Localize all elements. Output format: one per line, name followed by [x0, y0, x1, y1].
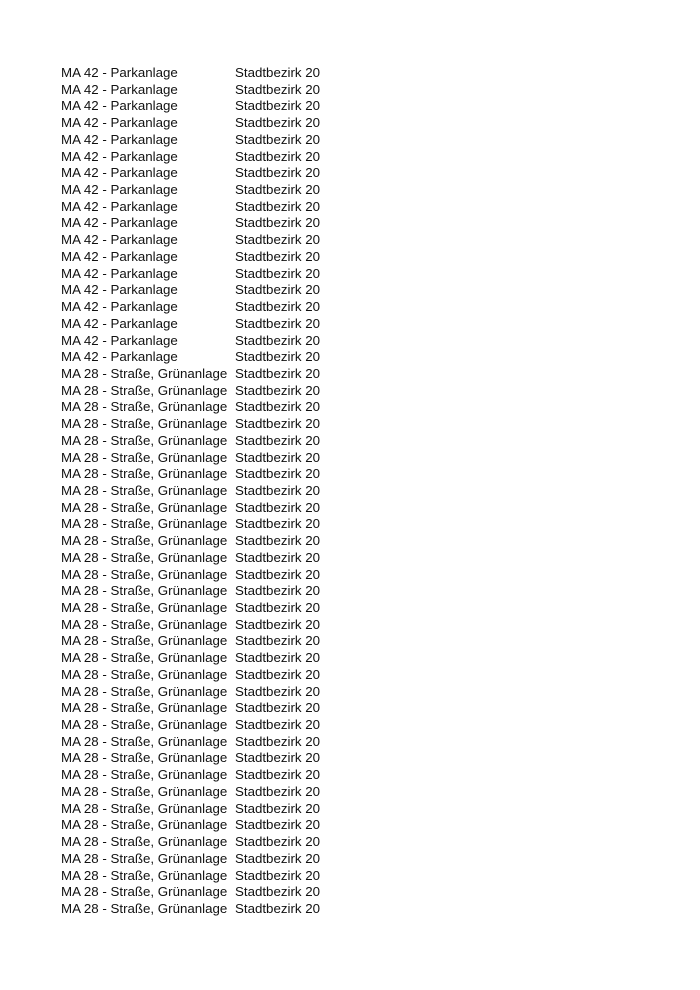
owner-cell: MA 42 - Parkanlage: [61, 232, 178, 248]
owner-cell: MA 42 - Parkanlage: [61, 265, 178, 281]
owner-cell: MA 28 - Straße, Grünanlage: [61, 449, 228, 465]
table-row: [61, 667, 320, 684]
district-cell: Stadtbezirk 20: [235, 98, 321, 114]
owner-cell: MA 42 - Parkanlage: [61, 282, 178, 298]
table-row: [61, 516, 320, 533]
owner-cell: MA 42 - Parkanlage: [61, 182, 178, 198]
owner-cell: MA 28 - Straße, Grünanlage: [61, 867, 228, 883]
owner-cell: MA 28 - Straße, Grünanlage: [61, 700, 228, 716]
district-cell: Stadtbezirk 20: [235, 900, 321, 916]
district-cell: Stadtbezirk 20: [235, 81, 321, 97]
owner-cell: MA 28 - Straße, Grünanlage: [61, 783, 228, 799]
district-cell: Stadtbezirk 20: [235, 65, 321, 80]
district-cell: Stadtbezirk 20: [235, 432, 321, 448]
owner-cell: MA 28 - Straße, Grünanlage: [61, 850, 228, 866]
table-row: [61, 450, 320, 467]
owner-cell: MA 28 - Straße, Grünanlage: [61, 750, 228, 766]
owner-cell: MA 28 - Straße, Grünanlage: [61, 382, 228, 398]
table-row: [61, 383, 320, 400]
owner-cell: MA 28 - Straße, Grünanlage: [61, 600, 228, 615]
district-cell: Stadtbezirk 20: [235, 399, 321, 415]
table-row: [61, 132, 320, 149]
data-table: [61, 65, 320, 918]
owner-cell: MA 42 - Parkanlage: [61, 165, 178, 181]
owner-cell: MA 42 - Parkanlage: [61, 81, 178, 97]
table-row: [61, 901, 320, 918]
table-row: [61, 199, 320, 216]
district-cell: Stadtbezirk 20: [235, 834, 321, 850]
table-row: [61, 884, 320, 901]
table-row: [61, 232, 320, 249]
owner-cell: MA 42 - Parkanlage: [61, 299, 178, 315]
table-row: [61, 633, 320, 650]
table-row: [61, 583, 320, 600]
district-cell: Stadtbezirk 20: [235, 182, 321, 198]
district-cell: Stadtbezirk 20: [235, 767, 321, 783]
table-row: [61, 684, 320, 701]
table-row: [61, 700, 320, 717]
owner-cell: MA 42 - Parkanlage: [61, 131, 178, 147]
table-row: [61, 316, 320, 333]
table-row: [61, 416, 320, 433]
district-cell: Stadtbezirk 20: [235, 750, 321, 766]
table-row: [61, 433, 320, 450]
owner-cell: MA 42 - Parkanlage: [61, 248, 178, 264]
table-row: [61, 299, 320, 316]
district-cell: Stadtbezirk 20: [235, 884, 321, 900]
owner-cell: MA 28 - Straße, Grünanlage: [61, 549, 228, 565]
table-row: [61, 466, 320, 483]
table-row: [61, 868, 320, 885]
owner-cell: MA 42 - Parkanlage: [61, 215, 178, 231]
owner-cell: MA 28 - Straße, Grünanlage: [61, 365, 228, 381]
district-cell: Stadtbezirk 20: [235, 248, 321, 264]
district-cell: Stadtbezirk 20: [235, 700, 321, 716]
owner-cell: MA 28 - Straße, Grünanlage: [61, 683, 228, 699]
district-cell: Stadtbezirk 20: [235, 332, 321, 348]
table-row: [61, 115, 320, 132]
district-cell: Stadtbezirk 20: [235, 800, 321, 816]
table-row: [61, 650, 320, 667]
owner-cell: MA 28 - Straße, Grünanlage: [61, 416, 228, 432]
table-row: [61, 215, 320, 232]
district-cell: Stadtbezirk 20: [235, 349, 321, 365]
table-row: [61, 249, 320, 266]
table-row: [61, 767, 320, 784]
owner-cell: MA 42 - Parkanlage: [61, 349, 178, 365]
table-row: [61, 533, 320, 550]
district-cell: Stadtbezirk 20: [235, 566, 321, 582]
table-body: [61, 65, 320, 918]
owner-cell: MA 28 - Straße, Grünanlage: [61, 499, 228, 515]
table-row: [61, 617, 320, 634]
district-cell: Stadtbezirk 20: [235, 449, 321, 465]
district-cell: Stadtbezirk 20: [235, 850, 321, 866]
owner-cell: MA 28 - Straße, Grünanlage: [61, 767, 228, 783]
owner-cell: MA 28 - Straße, Grünanlage: [61, 533, 228, 549]
owner-cell: MA 28 - Straße, Grünanlage: [61, 733, 228, 749]
district-cell: Stadtbezirk 20: [235, 666, 321, 682]
owner-cell: MA 28 - Straße, Grünanlage: [61, 516, 228, 532]
table-row: [61, 500, 320, 517]
table-row: [61, 717, 320, 734]
table-row: [61, 182, 320, 199]
district-cell: Stadtbezirk 20: [235, 499, 321, 515]
district-cell: Stadtbezirk 20: [235, 131, 321, 147]
owner-cell: MA 28 - Straße, Grünanlage: [61, 717, 228, 733]
owner-cell: MA 42 - Parkanlage: [61, 65, 178, 80]
district-cell: Stadtbezirk 20: [235, 867, 321, 883]
table-row: [61, 834, 320, 851]
table-row: [61, 266, 320, 283]
owner-cell: MA 42 - Parkanlage: [61, 98, 178, 114]
district-cell: Stadtbezirk 20: [235, 215, 321, 231]
district-cell: Stadtbezirk 20: [235, 516, 321, 532]
district-cell: Stadtbezirk 20: [235, 382, 321, 398]
district-cell: Stadtbezirk 20: [235, 232, 321, 248]
district-cell: Stadtbezirk 20: [235, 165, 321, 181]
table-row: [61, 851, 320, 868]
district-cell: Stadtbezirk 20: [235, 416, 321, 432]
table-row: [61, 784, 320, 801]
owner-cell: MA 28 - Straße, Grünanlage: [61, 817, 228, 833]
table-row: [61, 801, 320, 818]
owner-cell: MA 28 - Straße, Grünanlage: [61, 800, 228, 816]
district-cell: Stadtbezirk 20: [235, 583, 321, 599]
district-cell: Stadtbezirk 20: [235, 115, 321, 131]
table-row: [61, 550, 320, 567]
table-row: [61, 366, 320, 383]
owner-cell: MA 28 - Straße, Grünanlage: [61, 466, 228, 482]
table-row: [61, 483, 320, 500]
table-row: [61, 165, 320, 182]
owner-cell: MA 28 - Straße, Grünanlage: [61, 834, 228, 850]
district-cell: Stadtbezirk 20: [235, 148, 321, 164]
district-cell: Stadtbezirk 20: [235, 733, 321, 749]
table-row: [61, 399, 320, 416]
table-row: [61, 817, 320, 834]
district-cell: Stadtbezirk 20: [235, 365, 321, 381]
district-cell: Stadtbezirk 20: [235, 482, 321, 498]
district-cell: Stadtbezirk 20: [235, 282, 321, 298]
owner-cell: MA 28 - Straße, Grünanlage: [61, 884, 228, 900]
district-cell: Stadtbezirk 20: [235, 633, 321, 649]
owner-cell: MA 28 - Straße, Grünanlage: [61, 900, 228, 916]
table-row: [61, 734, 320, 751]
owner-cell: MA 42 - Parkanlage: [61, 115, 178, 131]
district-cell: Stadtbezirk 20: [235, 299, 321, 315]
table-row: [61, 149, 320, 166]
district-cell: Stadtbezirk 20: [235, 616, 321, 632]
owner-cell: MA 28 - Straße, Grünanlage: [61, 399, 228, 415]
table-row: [61, 750, 320, 767]
owner-cell: MA 28 - Straße, Grünanlage: [61, 633, 228, 649]
table-row: [61, 333, 320, 350]
table-row: [61, 567, 320, 584]
owner-cell: MA 28 - Straße, Grünanlage: [61, 566, 228, 582]
table-row: [61, 98, 320, 115]
table-row: [61, 282, 320, 299]
district-cell: Stadtbezirk 20: [235, 600, 321, 615]
owner-cell: MA 28 - Straße, Grünanlage: [61, 482, 228, 498]
district-cell: Stadtbezirk 20: [235, 783, 321, 799]
district-cell: Stadtbezirk 20: [235, 650, 321, 666]
table-row: [61, 82, 320, 99]
district-cell: Stadtbezirk 20: [235, 549, 321, 565]
district-cell: Stadtbezirk 20: [235, 265, 321, 281]
table-row: [61, 600, 320, 617]
owner-cell: MA 28 - Straße, Grünanlage: [61, 432, 228, 448]
district-cell: Stadtbezirk 20: [235, 315, 321, 331]
district-cell: Stadtbezirk 20: [235, 466, 321, 482]
owner-cell: MA 28 - Straße, Grünanlage: [61, 650, 228, 666]
district-cell: Stadtbezirk 20: [235, 683, 321, 699]
district-cell: Stadtbezirk 20: [235, 198, 321, 214]
owner-cell: MA 42 - Parkanlage: [61, 198, 178, 214]
district-cell: Stadtbezirk 20: [235, 717, 321, 733]
owner-cell: MA 28 - Straße, Grünanlage: [61, 666, 228, 682]
owner-cell: MA 28 - Straße, Grünanlage: [61, 583, 228, 599]
owner-cell: MA 28 - Straße, Grünanlage: [61, 616, 228, 632]
table-row: [61, 349, 320, 366]
owner-cell: MA 42 - Parkanlage: [61, 332, 178, 348]
table-row: [61, 65, 320, 82]
owner-cell: MA 42 - Parkanlage: [61, 148, 178, 164]
district-cell: Stadtbezirk 20: [235, 533, 321, 549]
district-cell: Stadtbezirk 20: [235, 817, 321, 833]
owner-cell: MA 42 - Parkanlage: [61, 315, 178, 331]
